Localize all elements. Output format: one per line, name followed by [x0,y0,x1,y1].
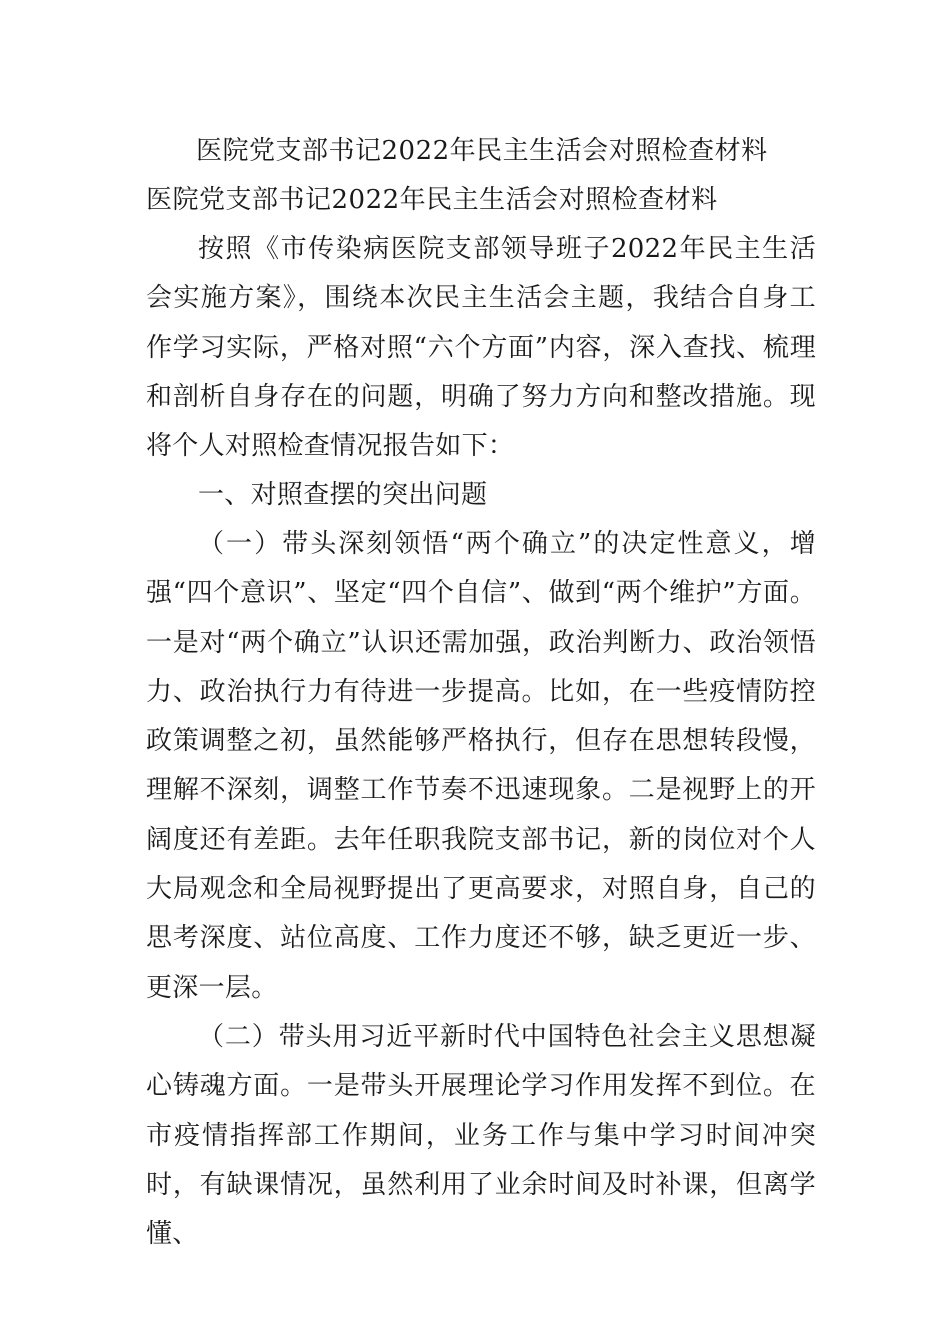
section-paragraph-two: （二）带头用习近平新时代中国特色社会主义思想凝心铸魂方面。一是带头开展理论学习作用发挥不到位。在市疫情指挥部工作期间，业务工作与集中学习时间冲突时，有缺课情况，虽然利用了业余时间及时补课，但离学懂、 [146,1022,816,1250]
document-subtitle: 医院党支部书记2022年民主生活会对照检查材料 [146,185,718,215]
intro-paragraph: 按照《市传染病医院支部领导班子2022年民主生活会实施方案》，围绕本次民主生活会主题，我结合自身工作学习实际，严格对照“六个方面”内容，深入查找、梳理和剖析自身存在的问题，明确了努力方向和整改措施。现将个人对照检查情况报告如下： [146,234,816,462]
document-title: 医院党支部书记2022年民主生活会对照检查材料 [196,136,768,166]
section-heading: 一、对照查摆的突出问题 [198,480,488,510]
section-paragraph-one: （一）带头深刻领悟“两个确立”的决定性意义，增强“四个意识”、坚定“四个自信”、做到“两个维护”方面。一是对“两个确立”认识还需加强，政治判断力、政治领悟力、政治执行力有待进一步提高。比如，在一些疫情防控政策调整之初，虽然能够严格执行，但存在思想转段慢，理解不深刻，调整工作节奏不迅速现象。二是视野上的开阔度还有差距。去年任职我院支部书记，新的岗位对个人大局观念和全局视野提出了更高要求，对照自身，自己的思考深度、站位高度、工作力度还不够，缺乏更近一步、更深一层。 [146,529,816,1003]
